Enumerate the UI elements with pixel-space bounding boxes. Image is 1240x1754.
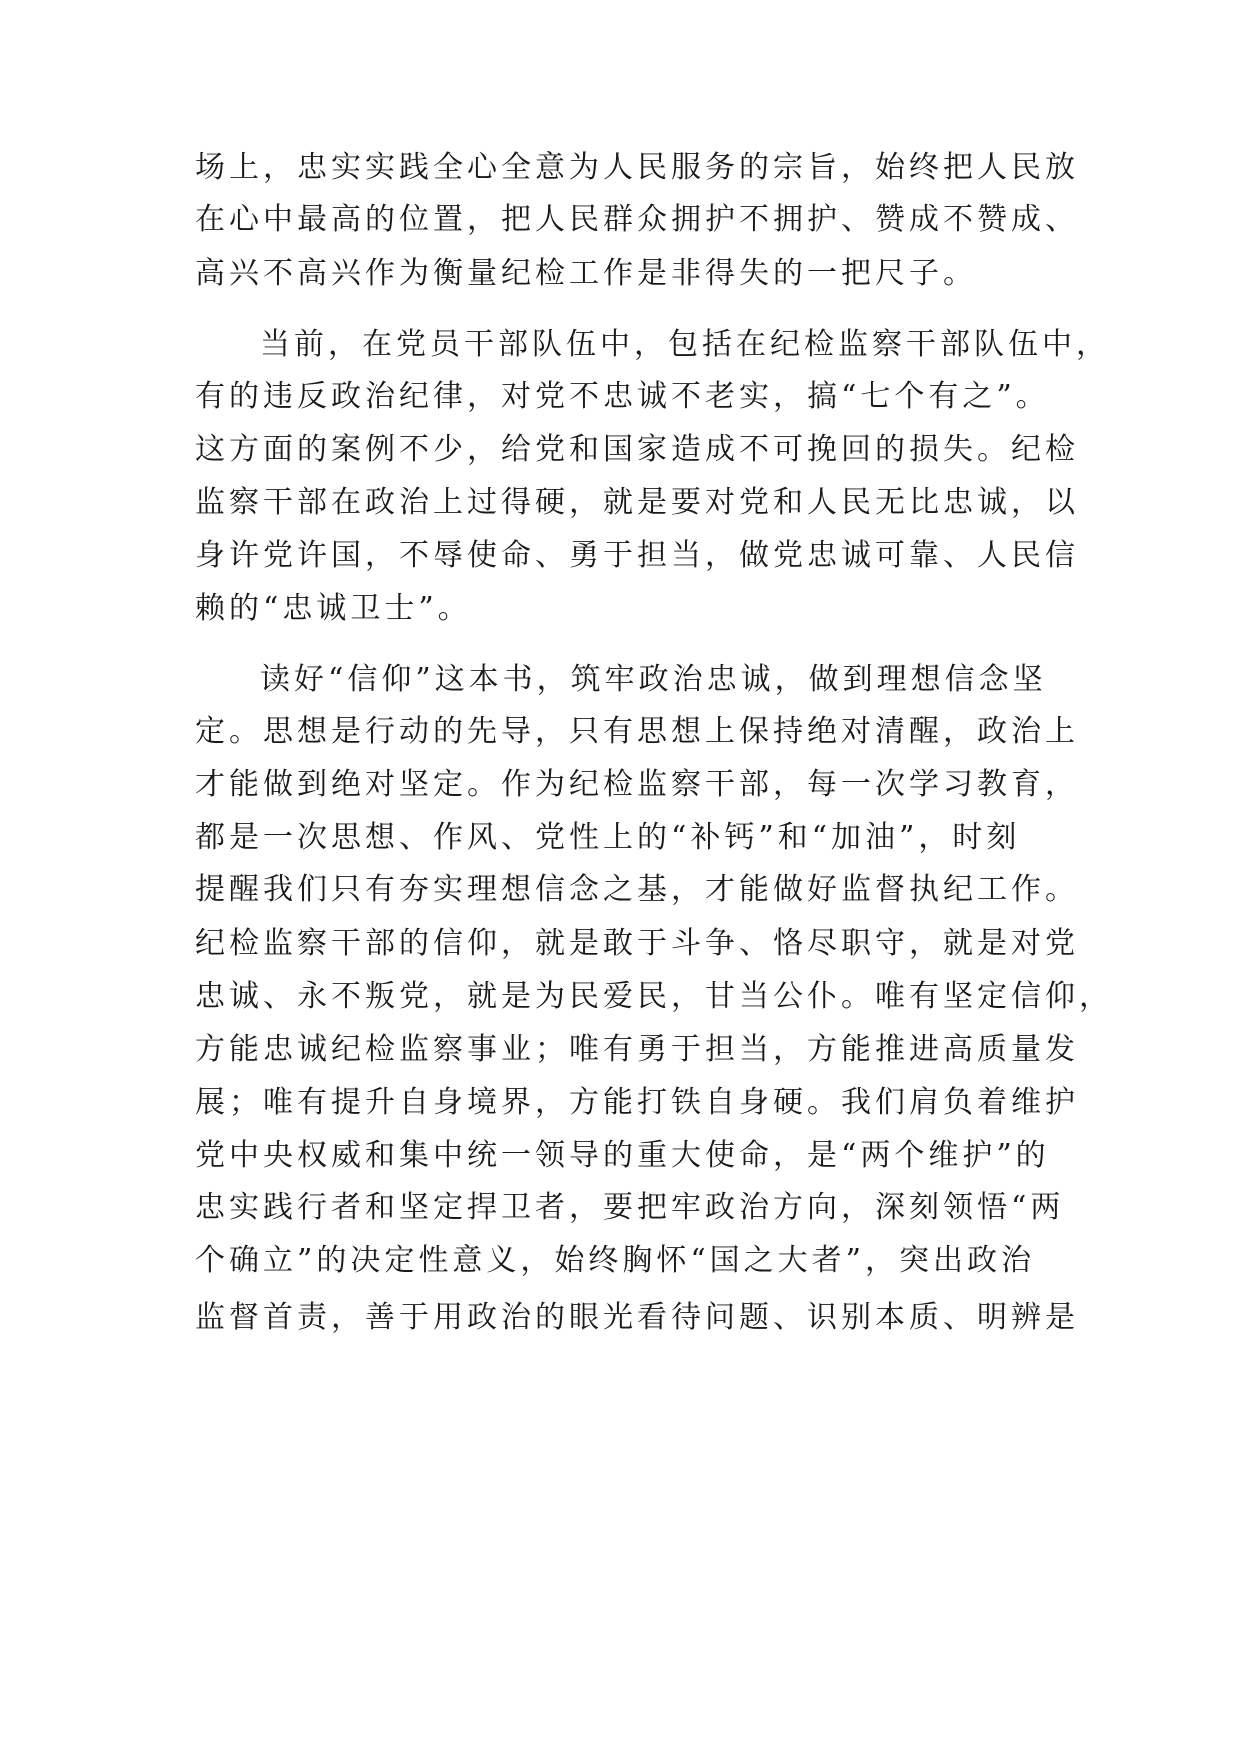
- text-line: 赖的“忠诚卫士”。: [195, 591, 472, 626]
- text-line: 监督首责，善于用政治的眼光看待问题、识别本质、明辨是: [195, 1300, 1079, 1335]
- text-line: 才能做到绝对坚定。作为纪检监察干部，每一次学习教育，: [195, 767, 1079, 802]
- text-line: 方能忠诚纪检监察事业；唯有勇于担当，方能推进高质量发: [195, 1032, 1079, 1067]
- text-line: 纪检监察干部的信仰，就是敢于斗争、恪尽职守，就是对党: [195, 926, 1079, 961]
- text-line: 都是一次思想、作风、党性上的“补钙”和“加油”，时刻: [195, 820, 1021, 855]
- text-line: 场上，忠实实践全心全意为人民服务的宗旨，始终把人民放: [195, 150, 1079, 185]
- text-line: 个确立”的决定性意义，始终胸怀“国之大者”，突出政治: [195, 1243, 1036, 1278]
- text-line: 忠实践行者和坚定捍卫者，要把牢政治方向，深刻领悟“两: [195, 1190, 1065, 1225]
- text-line: 在心中最高的位置，把人民群众拥护不拥护、赞成不赞成、: [195, 202, 1079, 237]
- text-line: 这方面的案例不少，给党和国家造成不可挽回的损失。纪检: [195, 432, 1079, 467]
- text-line: 监察干部在政治上过得硬，就是要对党和人民无比忠诚，以: [195, 485, 1079, 520]
- text-line: 党中央权威和集中统一领导的重大使命，是“两个维护”的: [195, 1138, 1050, 1173]
- text-line: 有的违反政治纪律，对党不忠诚不老实，搞“七个有之”。: [195, 379, 1050, 414]
- text-line: 当前，在党员干部队伍中，包括在纪检监察干部队伍中，: [260, 327, 1110, 362]
- text-line: 提醒我们只有夯实理想信念之基，才能做好监督执纪工作。: [195, 872, 1079, 907]
- text-line: 忠诚、永不叛党，就是为民爱民，甘当公仆。唯有坚定信仰，: [195, 979, 1113, 1014]
- text-line: 高兴不高兴作为衡量纪检工作是非得失的一把尺子。: [195, 256, 977, 291]
- text-line: 展；唯有提升自身境界，方能打铁自身硬。我们肩负着维护: [195, 1085, 1079, 1120]
- text-line: 读好“信仰”这本书，筑牢政治忠诚，做到理想信念坚: [260, 662, 1047, 697]
- text-line: 定。思想是行动的先导，只有思想上保持绝对清醒，政治上: [195, 714, 1079, 749]
- text-line: 身许党许国，不辱使命、勇于担当，做党忠诚可靠、人民信: [195, 538, 1079, 573]
